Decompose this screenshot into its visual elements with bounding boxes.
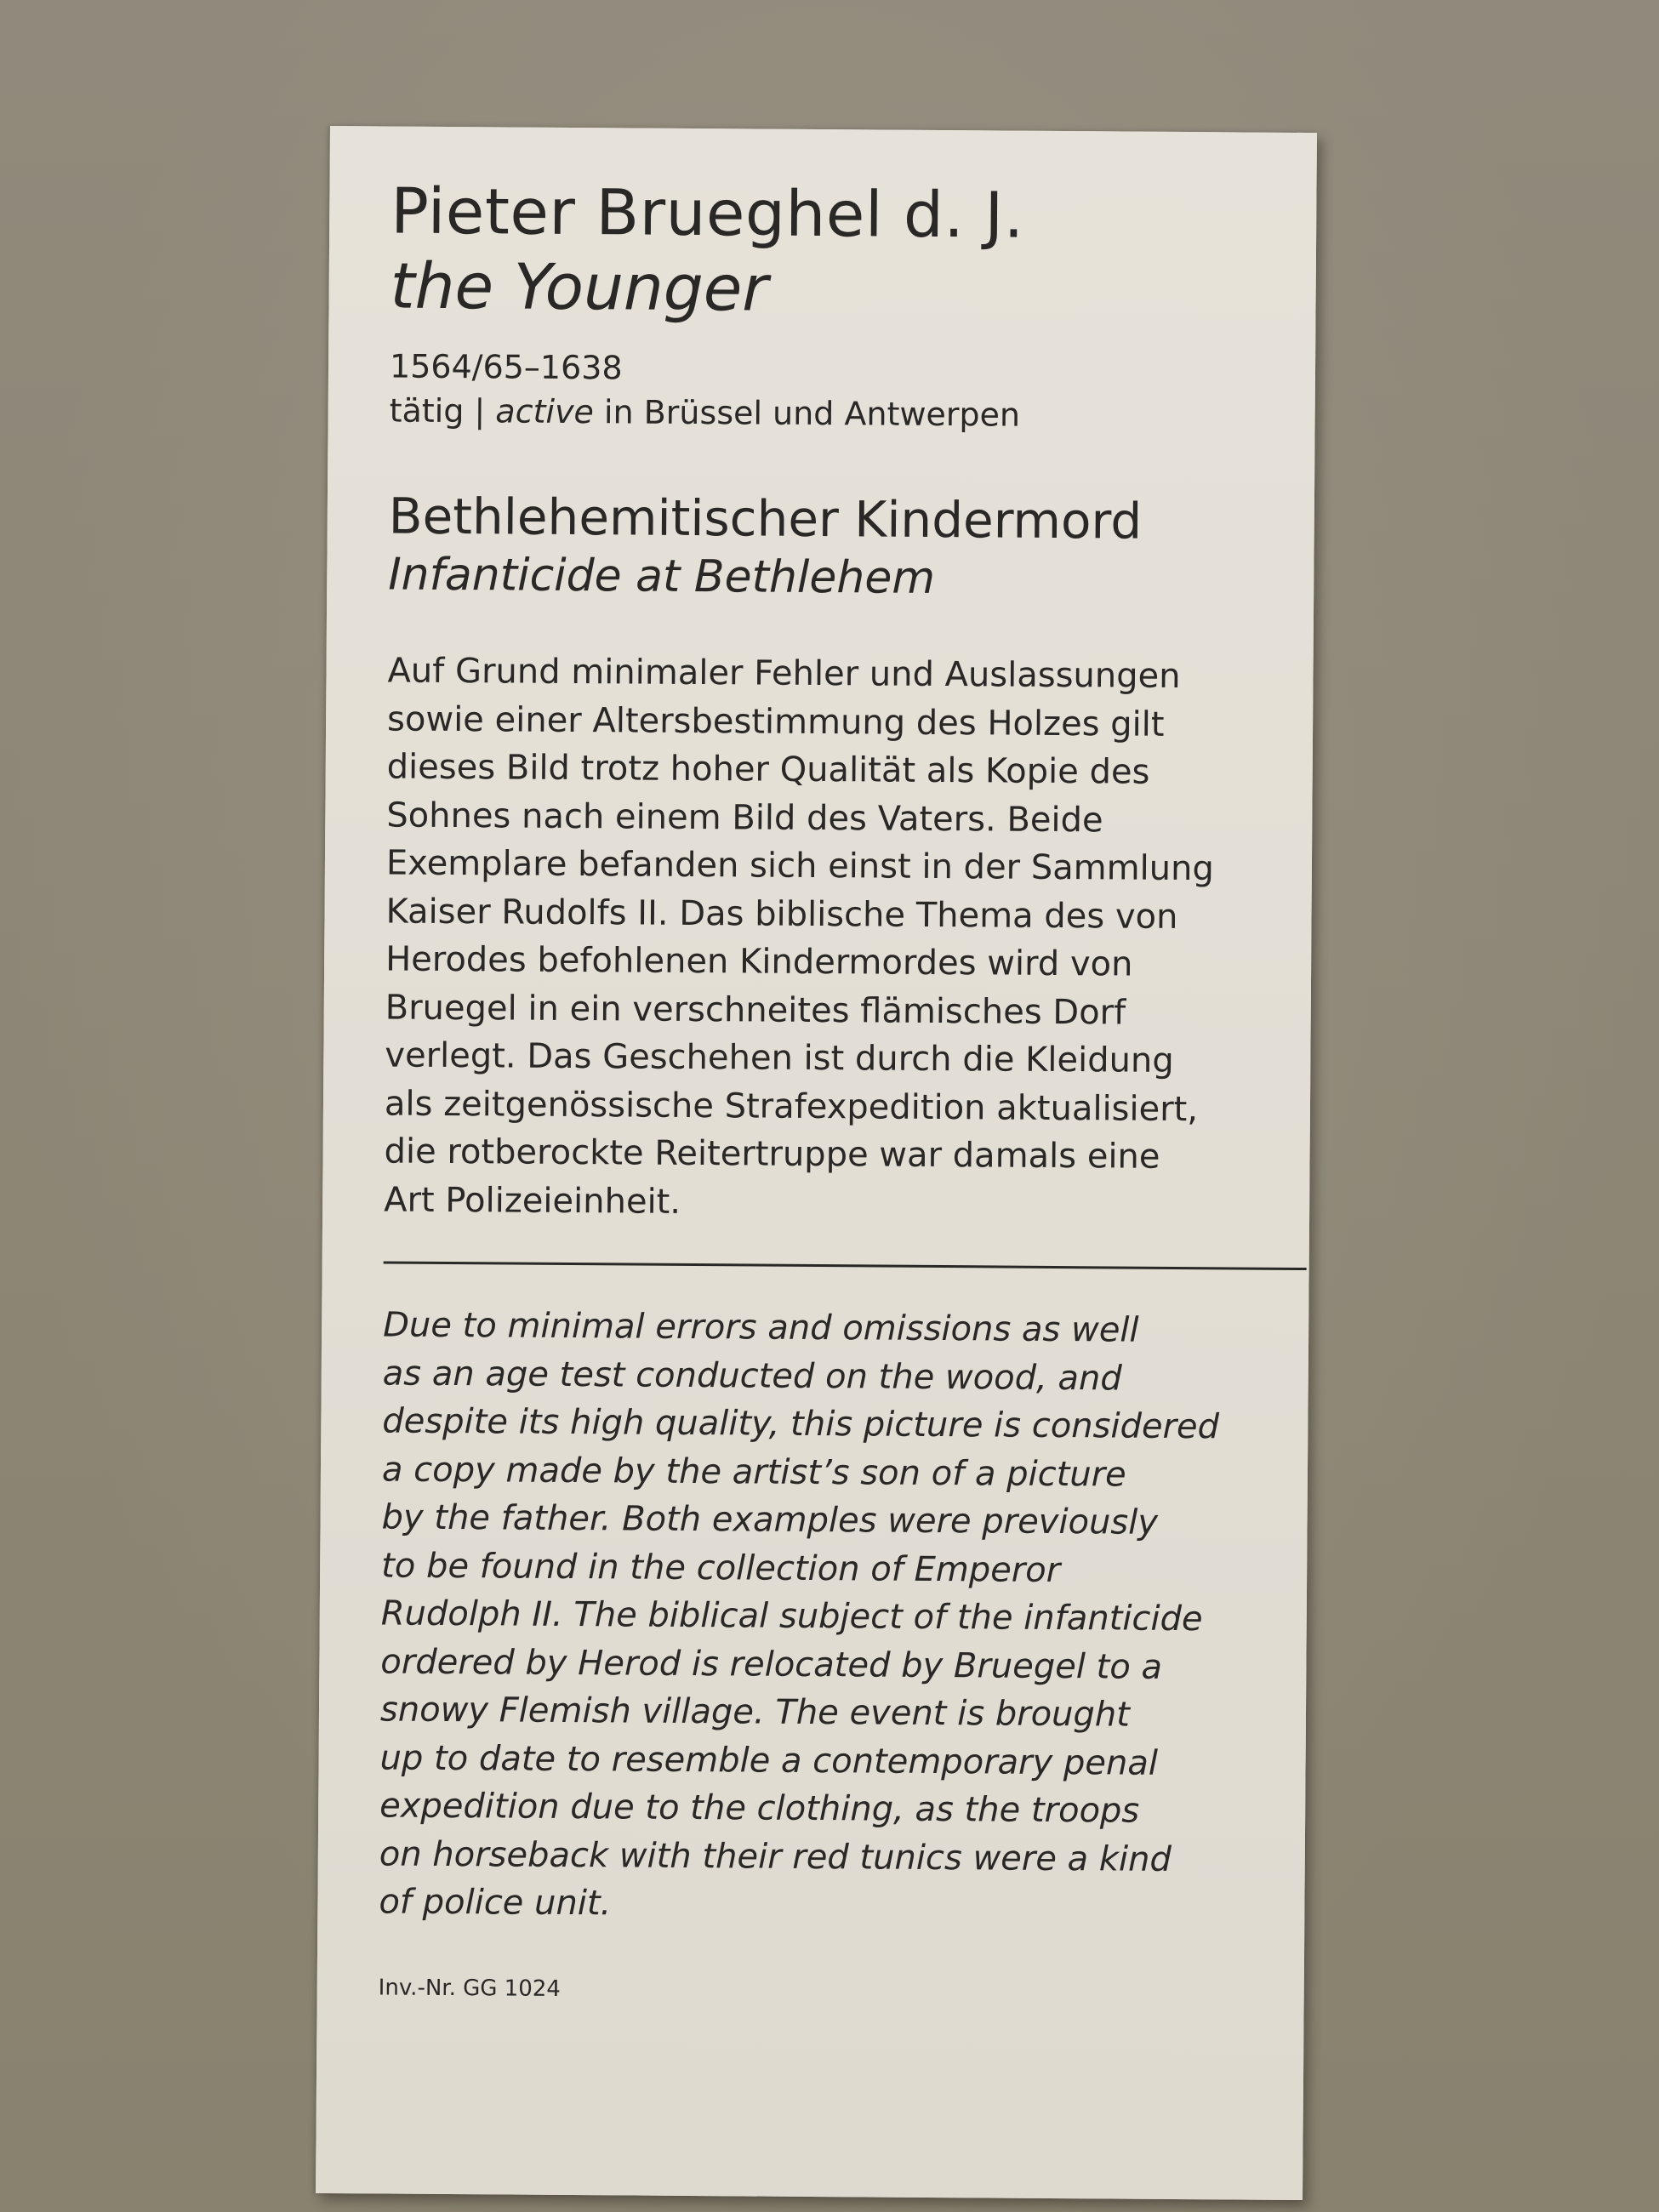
description-english [379, 1301, 1285, 1932]
artist-activity [389, 388, 1291, 438]
description-german-line: die rotberockte Reitertruppe war damals eine [384, 1132, 1160, 1177]
museum-label-card [316, 126, 1317, 2200]
description-english-line: ordered by Herod is relocated by Bruegel to a [380, 1641, 1163, 1687]
description-german-line: Exemplare befanden sich einst in der Sammlung [385, 843, 1215, 889]
inventory-number: Inv.-Nr. GG 1024 [378, 1974, 561, 2002]
work-title-german: Bethlehemitischer Kindermord [388, 487, 1143, 550]
description-german [384, 647, 1290, 1229]
activity-prefix: tätig | [389, 391, 496, 430]
description-german-line: sowie einer Altersbestimmung des Holzes gilt [386, 698, 1165, 744]
description-english-line: as an age test conducted on the wood, and [382, 1353, 1122, 1399]
description-english-line: to be found in the collection of Emperor [381, 1545, 1061, 1590]
artist-dates: 1564/65–1638 [389, 347, 623, 387]
description-english-line: of police unit. [379, 1882, 612, 1924]
artist-name: Pieter Brueghel d. J. [390, 174, 1025, 253]
description-german-line: als zeitgenössische Strafexpedition aktualisiert, [384, 1083, 1199, 1129]
description-german-line: Kaiser Rudolfs II. Das biblische Thema des von [385, 891, 1178, 937]
description-german-line: Bruegel in ein verschneites flämisches Dorf [385, 987, 1126, 1033]
description-english-line: snowy Flemish village. The event is brought [379, 1690, 1131, 1735]
description-english-line: up to date to resemble a contemporary penal [379, 1737, 1159, 1783]
description-english-line: Rudolph II. The biblical subject of the infanticide [380, 1593, 1203, 1639]
description-english-line: Due to minimal errors and omissions as well [383, 1305, 1139, 1350]
description-german-line: Sohnes nach einem Bild des Vaters. Beide [386, 795, 1103, 840]
description-german-line: dieses Bild trotz hoher Qualität als Kopie des [386, 747, 1150, 792]
description-german-line: verlegt. Das Geschehen ist durch die Kleidung [385, 1035, 1174, 1080]
activity-suffix: in Brüssel und Antwerpen [593, 393, 1021, 434]
description-german-line: Herodes befohlenen Kindermordes wird von [385, 939, 1133, 984]
description-english-line: a copy made by the artist’s son of a picture [381, 1449, 1126, 1495]
description-german-line: Art Polizeieinheit. [384, 1179, 681, 1222]
section-divider [384, 1261, 1307, 1270]
description-english-line: expedition due to the clothing, as the troops [379, 1786, 1140, 1831]
activity-italic: active [495, 392, 595, 431]
label-content [379, 174, 1293, 2008]
description-english-line: by the father. Both examples were previously [381, 1497, 1159, 1542]
description-german-line: Auf Grund minimaler Fehler und Auslassungen [387, 651, 1181, 696]
artist-subtitle: the Younger [390, 249, 769, 326]
description-english-line: despite its high quality, this picture is considered [382, 1401, 1220, 1447]
work-title-english: Infanticide at Bethlehem [388, 549, 936, 604]
description-english-line: on horseback with their red tunics were a kind [379, 1833, 1172, 1879]
